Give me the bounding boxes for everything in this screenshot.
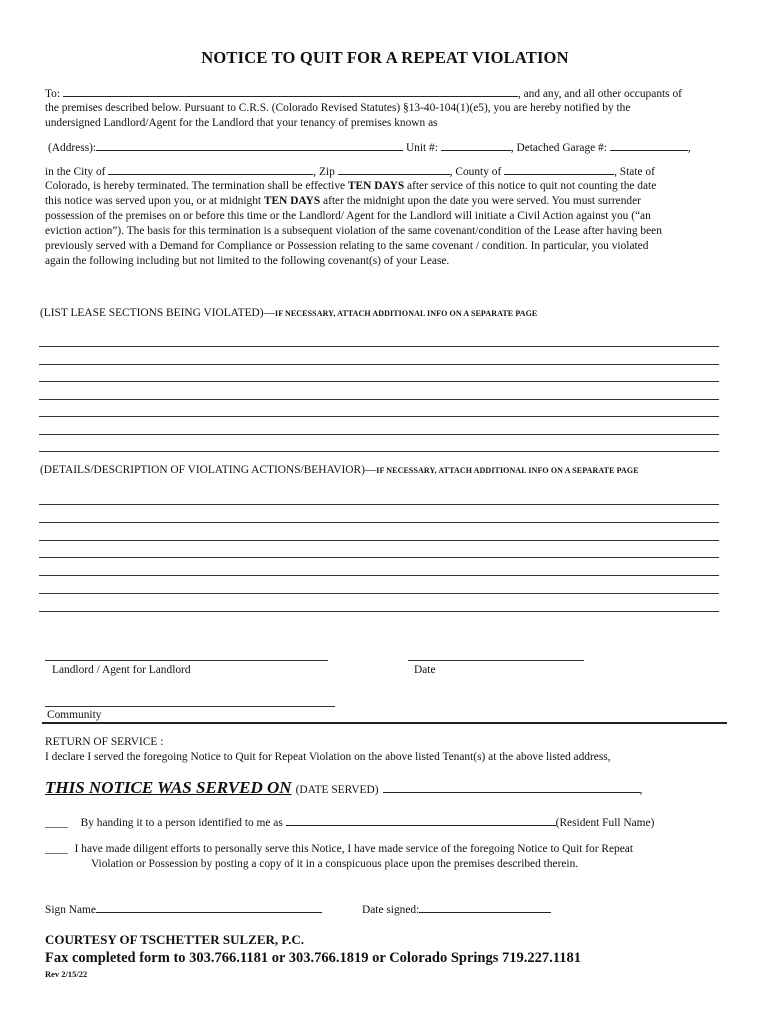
service-option-hand (45, 815, 654, 831)
city-label: in the City of (45, 166, 106, 178)
county-field[interactable] (504, 164, 614, 175)
fax-instructions: Fax completed form to 303.766.1181 or 303.766.1819 or Colorado Springs 719.227.1181 (45, 950, 581, 966)
violation-details-label: (DETAILS/DESCRIPTION OF VIOLATING ACTIONS/BEHAVIOR)— (40, 464, 377, 476)
unit-label: Unit #: (405, 142, 438, 154)
revision-label: Rev 2/15/22 (45, 969, 88, 979)
date-label: Date (414, 664, 436, 676)
state-label: , State of (614, 166, 655, 178)
lease-sections-line[interactable] (39, 346, 719, 347)
served-on-end: , (639, 784, 643, 796)
ten-days-bold: TEN DAYS (263, 195, 321, 207)
address-field[interactable] (96, 140, 403, 151)
lease-sections-line[interactable] (39, 451, 719, 452)
lease-sections-line[interactable] (39, 399, 719, 400)
violation-details-line[interactable] (39, 575, 719, 576)
landlord-signature-line[interactable] (45, 660, 328, 661)
intro-line-3: undersigned Landlord/Agent for the Landlord that your tenancy of premises known as (45, 117, 438, 129)
body-line-6: again the following including but not limited to the following covenant(s) of your Lease. (45, 255, 450, 267)
county-label: , County of (449, 166, 502, 178)
served-on-label: THIS NOTICE WAS SERVED ON (45, 778, 292, 797)
city-row (45, 164, 655, 180)
sign-name-row (45, 902, 322, 918)
lease-sections-label: (LIST LEASE SECTIONS BEING VIOLATED)— (40, 307, 275, 319)
address-row (48, 140, 691, 156)
community-line[interactable] (45, 706, 335, 707)
to-line (45, 86, 682, 102)
lease-sections-note: IF NECESSARY, ATTACH ADDITIONAL INFO ON A SEPARATE PAGE (274, 309, 538, 318)
community-label: Community (47, 709, 102, 721)
resident-name-field[interactable] (286, 815, 556, 826)
section-divider (42, 722, 727, 724)
return-of-service-heading: RETURN OF SERVICE : (45, 736, 164, 748)
to-label: To: (45, 88, 61, 100)
to-field[interactable] (63, 86, 518, 97)
date-signed-row (362, 902, 551, 918)
body-line-1-text-c: after service of this notice to quit not counting the date (404, 180, 657, 192)
zip-label: , Zip (313, 166, 335, 178)
intro-line-2: the premises described below. Pursuant to C.R.S. (Colorado Revised Statutes) §13-40-104(1)(e5), you are hereby notified by the (45, 102, 631, 114)
zip-field[interactable] (338, 164, 450, 175)
lease-sections-heading (40, 307, 537, 319)
body-line-1 (45, 179, 656, 194)
date-signature-line[interactable] (408, 660, 584, 661)
sign-name-field[interactable] (96, 902, 322, 913)
garage-label: , Detached Garage #: (510, 142, 607, 154)
body-line-2-text-a: this notice was served upon you, or at midnight (45, 195, 264, 207)
violation-details-heading (40, 464, 639, 476)
served-on-row (45, 778, 642, 798)
violation-details-line[interactable] (39, 504, 719, 505)
lease-sections-line[interactable] (39, 381, 719, 382)
posting-checkbox[interactable]: ____ (45, 843, 68, 855)
violation-details-line[interactable] (39, 522, 719, 523)
to-suffix: , and any, and all other occupants of (517, 88, 682, 100)
hand-delivery-checkbox[interactable]: ____ (45, 817, 68, 829)
service-declaration: I declare I served the foregoing Notice to Quit for Repeat Violation on the above listed Tenant(s) at the above listed address, (45, 751, 611, 763)
body-line-5: previously served with a Demand for Compliance or Possession relating to the same covenant / condition. In particular, you violated (45, 240, 649, 252)
lease-sections-line[interactable] (39, 364, 719, 365)
garage-field[interactable] (610, 140, 688, 151)
date-signed-field[interactable] (419, 902, 551, 913)
violation-details-note: IF NECESSARY, ATTACH ADDITIONAL INFO ON A SEPARATE PAGE (376, 466, 639, 475)
unit-field[interactable] (441, 140, 511, 151)
date-served-label: (DATE SERVED) (295, 784, 379, 796)
service-option-post (45, 842, 633, 857)
address-label: (Address): (48, 142, 97, 154)
body-line-2-text-c: after the midnight upon the date you were served. You must surrender (320, 195, 641, 207)
landlord-label: Landlord / Agent for Landlord (52, 664, 191, 676)
hand-delivery-text: By handing it to a person identified to me as (80, 817, 283, 829)
posting-text: I have made diligent efforts to personally serve this Notice, I have made service of the foregoing Notice to Quit for Repeat (74, 843, 634, 855)
lease-sections-line[interactable] (39, 434, 719, 435)
sign-name-label: Sign Name (45, 904, 96, 916)
body-line-3: possession of the premises on or before this time or the Landlord/ Agent for the Landlord will initiate a Civil Action against you (“an (45, 210, 651, 222)
courtesy-line: COURTESY OF TSCHETTER SULZER, P.C. (45, 932, 305, 947)
lease-sections-line[interactable] (39, 416, 719, 417)
violation-details-line[interactable] (39, 611, 719, 612)
posting-text-line-2: Violation or Possession by posting a copy of it in a conspicuous place upon the premises described therein. (91, 858, 579, 870)
violation-details-line[interactable] (39, 557, 719, 558)
page-title: NOTICE TO QUIT FOR A REPEAT VIOLATION (201, 48, 569, 67)
date-signed-label: Date signed: (362, 904, 420, 916)
body-line-2 (45, 194, 641, 209)
resident-name-label: (Resident Full Name) (555, 817, 655, 829)
date-served-field[interactable] (383, 782, 640, 793)
body-line-1-text-a: Colorado, is hereby terminated. The termination shall be effective (45, 180, 348, 192)
city-field[interactable] (108, 164, 313, 175)
violation-details-line[interactable] (39, 593, 719, 594)
address-end: , (687, 142, 691, 154)
body-line-4: eviction action”). The basis for this termination is a subsequent violation of the same covenant/condition of the Lease after having been (45, 225, 662, 237)
violation-details-line[interactable] (39, 540, 719, 541)
ten-days-bold: TEN DAYS (347, 180, 405, 192)
